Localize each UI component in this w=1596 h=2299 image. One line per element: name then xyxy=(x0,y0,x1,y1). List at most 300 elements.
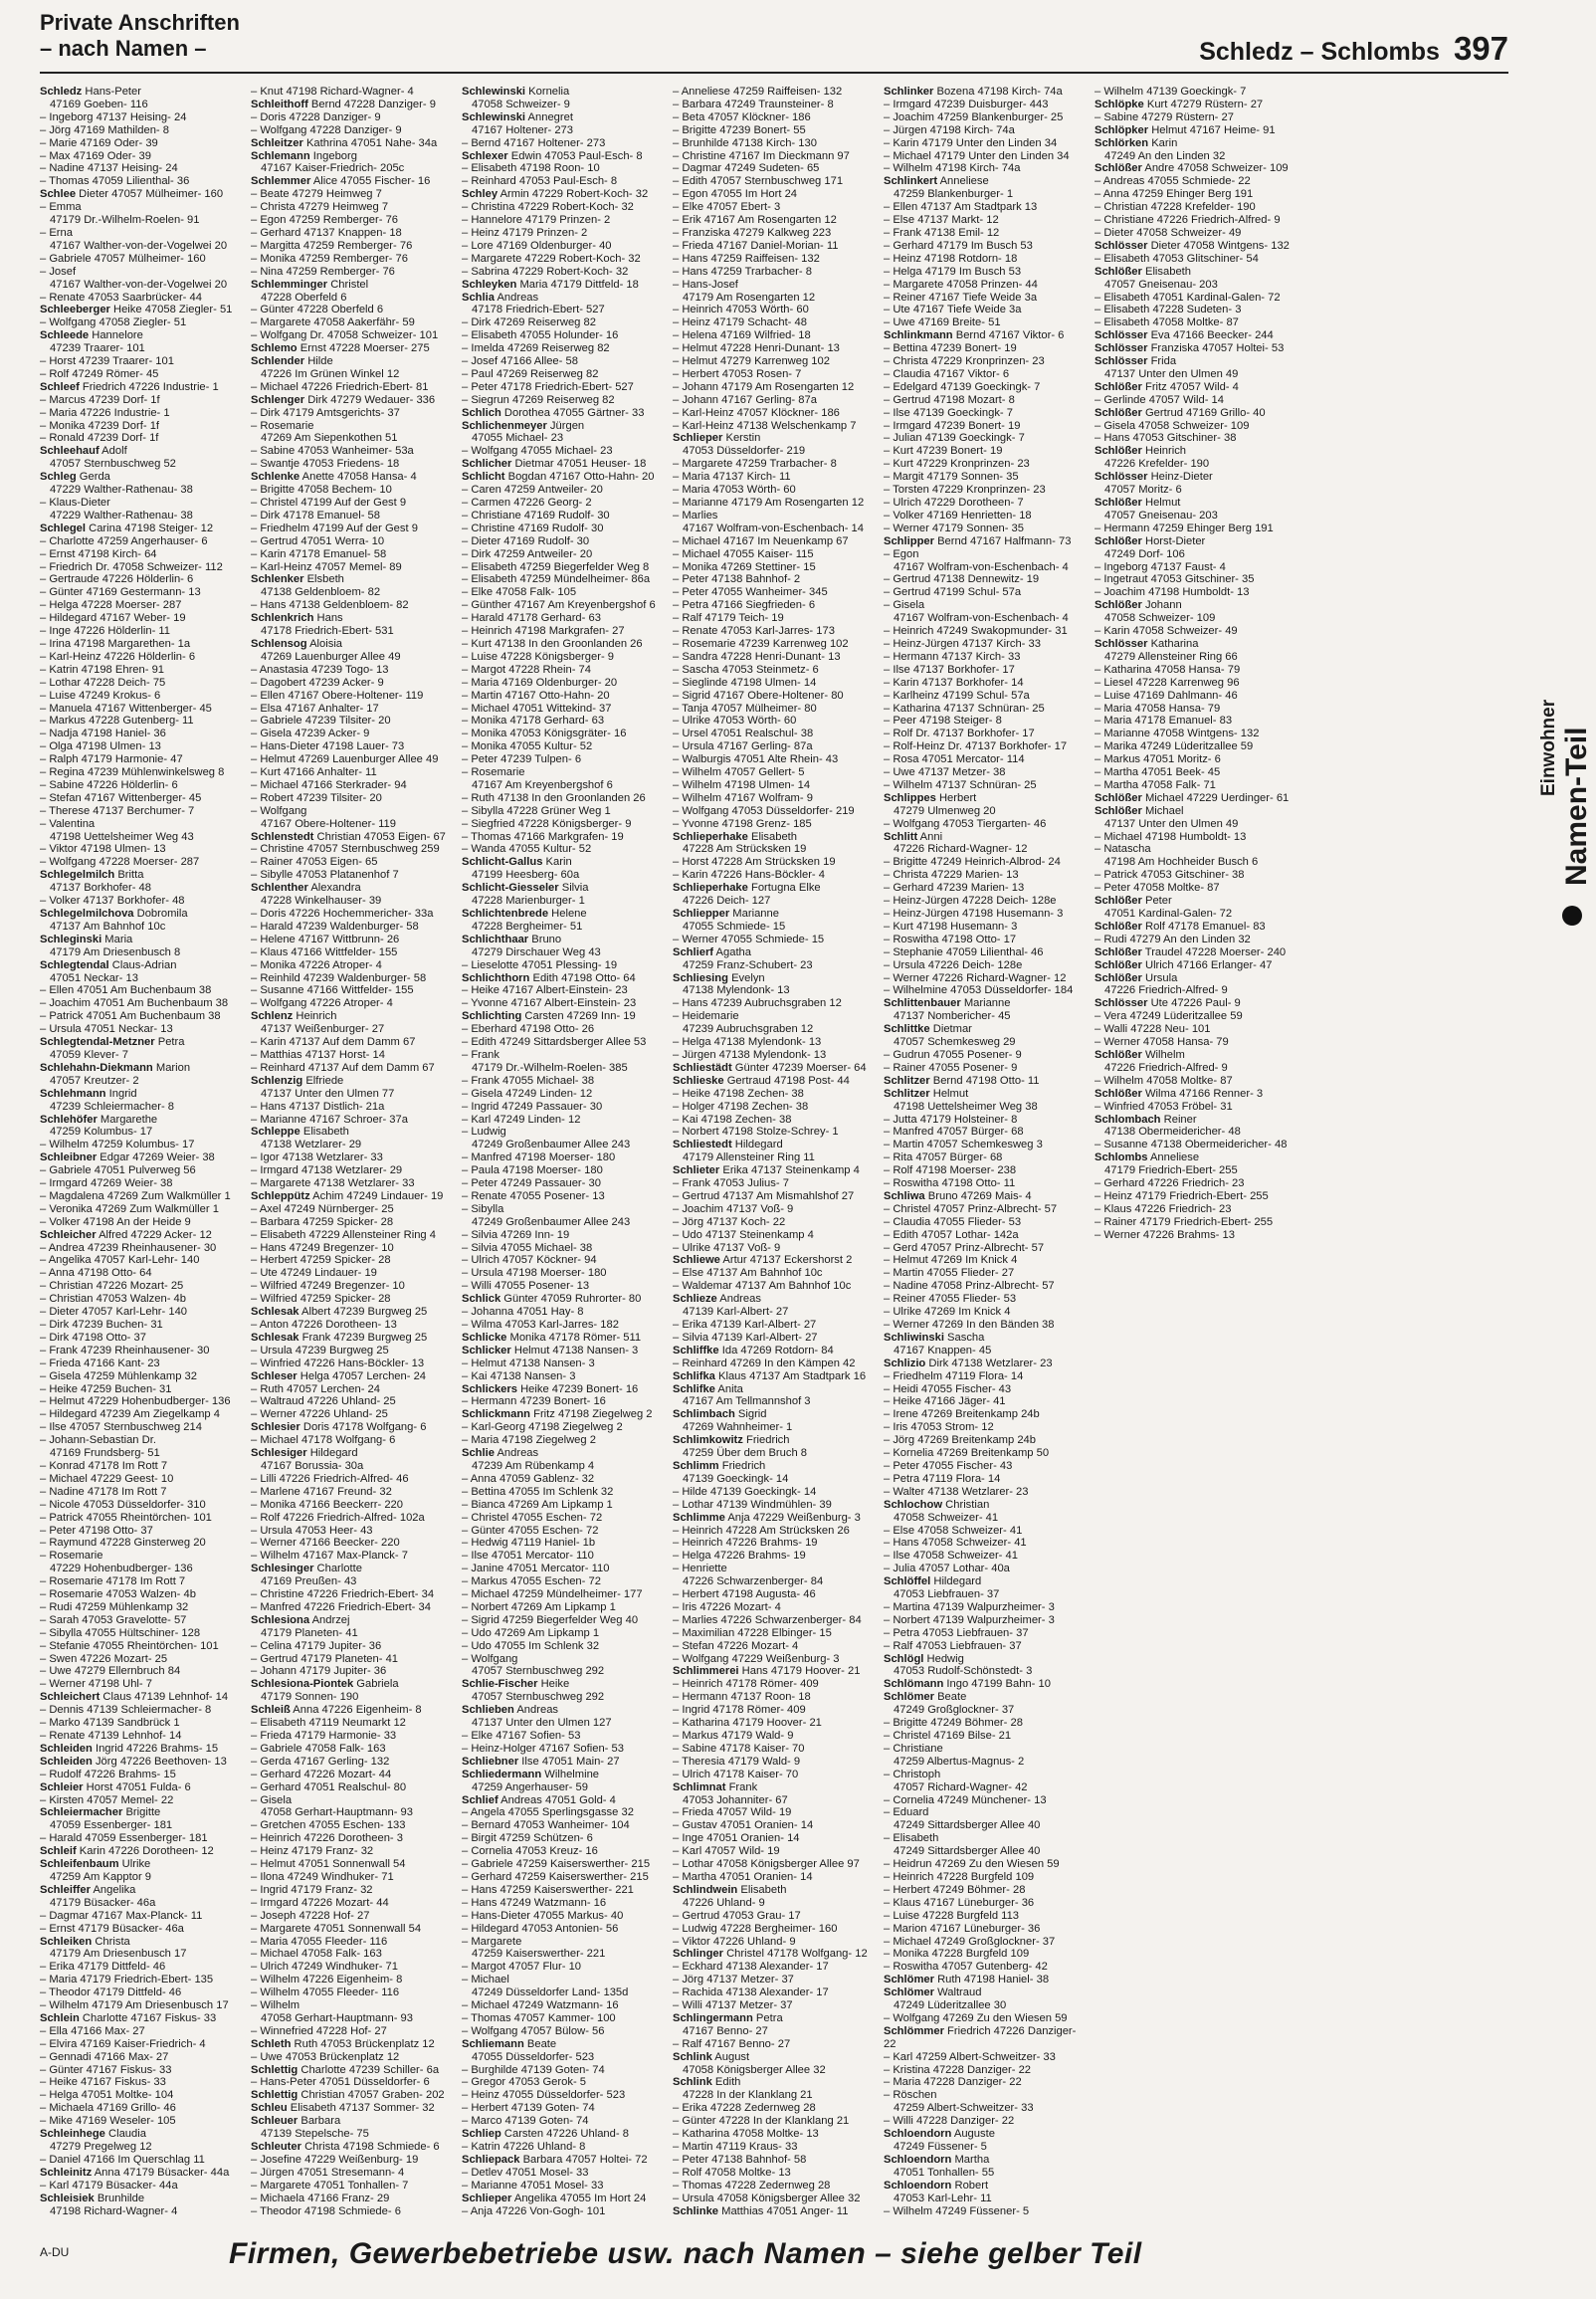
directory-entry: – Wilhelm 47249 Füssener- 5 xyxy=(884,2204,1030,2217)
directory-entry: – Katharina 47058 Hansa- 79 xyxy=(1095,663,1241,676)
directory-entry: Schlöpker Helmut 47167 Heime- 91 xyxy=(1095,123,1276,136)
directory-entry: – Swantje 47053 Friedens- 18 xyxy=(251,458,400,471)
directory-entry: – Rolf-Heinz Dr. 47137 Borkhofer- 17 xyxy=(884,740,1068,753)
directory-entry: – Ilse 47139 Goeckingk- 7 xyxy=(884,406,1013,419)
directory-entry: – Edith 47057 Sternbuschweg 171 xyxy=(673,175,844,188)
directory-entry: – Herbert 47259 Spicker- 28 xyxy=(251,1254,391,1267)
directory-entry: 47259 Am Kapptor 9 xyxy=(50,1870,152,1883)
directory-entry: 47167 Wolfram-von-Eschenbach- 4 xyxy=(894,612,1069,625)
directory-entry: – Katharina 47179 Hoover- 21 xyxy=(673,1717,822,1730)
directory-entry: Schlößer Heinrich xyxy=(1095,445,1187,458)
directory-entry: – Hans 47053 Gitschiner- 38 xyxy=(1095,432,1237,445)
directory-entry: 47169 Preußen- 43 xyxy=(261,1575,357,1588)
directory-entry: – Stefan 47167 Wittenberger- 45 xyxy=(40,791,202,804)
directory-entry: Schlenzig Elfriede xyxy=(251,1074,344,1087)
directory-entry: – Wilhelm 47198 Ulmen- 14 xyxy=(673,778,811,791)
directory-entry: 47249 Dorf- 106 xyxy=(1104,547,1185,560)
directory-entry: Schlösser Eva 47166 Beecker- 244 xyxy=(1095,329,1274,342)
directory-entry: 47269 Wahnheimer- 1 xyxy=(683,1421,793,1434)
directory-entry: Schlößer Johann xyxy=(1095,599,1182,612)
directory-entry: – Birgit 47259 Schützen- 6 xyxy=(462,1832,593,1845)
directory-entry: Schlitzer Bernd 47198 Otto- 11 xyxy=(884,1074,1040,1087)
directory-entry: 47226 Schwarzenberger- 84 xyxy=(683,1575,824,1588)
directory-entry: – Raymund 47228 Ginsterweg 20 xyxy=(40,1537,206,1550)
directory-entry: Schlömer Waltraud xyxy=(884,1986,982,1999)
directory-entry: – Wolfgang 47055 Michael- 23 xyxy=(462,445,613,458)
directory-entry: – Susanne 47138 Obermeidericher- 48 xyxy=(1095,1139,1288,1151)
directory-entry: – Martin 47119 Kraus- 33 xyxy=(673,2141,798,2153)
directory-entry: Schlieske Gertraud 47198 Post- 44 xyxy=(673,1074,850,1087)
directory-entry: Schlemminger Christel xyxy=(251,278,369,291)
directory-entry: – Wilhelm 47139 Goeckingk- 7 xyxy=(1095,86,1247,98)
directory-entry: – Matthias 47137 Horst- 14 xyxy=(251,1048,385,1061)
directory-entry: – Wolfgang 47226 Atroper- 4 xyxy=(251,997,393,1010)
directory-entry: – Marion 47167 Lüneburger- 36 xyxy=(884,1922,1041,1935)
directory-entry: – Luise 47228 Königsberger- 9 xyxy=(462,650,615,663)
directory-entry: – Sascha 47053 Steinmetz- 6 xyxy=(673,663,819,676)
directory-entry: – Eduard xyxy=(884,1806,929,1819)
directory-entry: 47179 Dr.-Wilhelm-Roelen- 385 xyxy=(472,1061,628,1074)
directory-entry: 47138 Mylendonk- 13 xyxy=(683,984,790,997)
directory-entry: – Heinrich 47228 Burgfeld 109 xyxy=(884,1870,1035,1883)
directory-entry: – Martin 47055 Flieder- 27 xyxy=(884,1267,1015,1280)
directory-entry: Schleiß Anna 47226 Eigenheim- 8 xyxy=(251,1704,422,1717)
directory-entry: – Helmut 47228 Henri-Dunant- 13 xyxy=(673,342,840,355)
directory-entry: – Nadine 47058 Prinz-Albrecht- 57 xyxy=(884,1280,1055,1293)
directory-entry: – Christian 47053 Walzen- 4b xyxy=(40,1293,186,1306)
directory-entry: Schlinkmann Bernd 47167 Viktor- 6 xyxy=(884,329,1065,342)
directory-entry: – Barbara 47249 Traunsteiner- 8 xyxy=(673,98,834,110)
directory-entry: 47137 Borkhofer- 48 xyxy=(50,882,151,895)
directory-entry: – Andrea 47239 Rheinhausener- 30 xyxy=(40,1241,217,1254)
directory-entry: – Luise 47249 Krokus- 6 xyxy=(40,689,161,702)
directory-entry: – Gerhard 47226 Friedrich- 23 xyxy=(1095,1177,1245,1190)
directory-entry: Schleef Friedrich 47226 Industrie- 1 xyxy=(40,380,219,393)
directory-entry: 47239 Schleiermacher- 8 xyxy=(50,1100,174,1113)
directory-entry: 47058 Gerhart-Hauptmann- 93 xyxy=(261,1806,413,1819)
directory-entry: Schlimnat Frank xyxy=(673,1780,758,1793)
directory-entry: Schlemo Ernst 47228 Moerser- 275 xyxy=(251,342,430,355)
directory-entry: – Helmut 47138 Nansen- 3 xyxy=(462,1357,595,1369)
directory-entry: – Anja 47226 Von-Gogh- 101 xyxy=(462,2204,606,2217)
directory-entry: 47226 Deich- 127 xyxy=(683,895,771,908)
directory-entry: – Kristina 47228 Danziger- 22 xyxy=(884,2063,1032,2076)
directory-entry: – Rita 47057 Bürger- 68 xyxy=(884,1151,1003,1164)
directory-entry: – Ursula 47239 Burgweg 25 xyxy=(251,1344,389,1357)
directory-entry: Schliestedt Hildegard xyxy=(673,1139,783,1151)
page-header-range xyxy=(1199,30,1508,68)
directory-entry: 47269 Lauenburger Allee 49 xyxy=(261,650,401,663)
directory-entry: – Rosemarie xyxy=(251,419,314,432)
directory-entry: – Joseph 47228 Hof- 27 xyxy=(251,1909,370,1922)
directory-entry: Schlicht Bogdan 47167 Otto-Hahn- 20 xyxy=(462,471,655,484)
directory-entry: – Ute 47249 Lindauer- 19 xyxy=(251,1267,377,1280)
directory-entry: – Else 47137 Am Bahnhof 10c xyxy=(673,1267,823,1280)
directory-entry: – Wilhelm 47167 Wolfram- 9 xyxy=(673,791,813,804)
directory-entry: – Eckhard 47138 Alexander- 17 xyxy=(673,1961,829,1974)
directory-entry: – Heike 47259 Buchen- 31 xyxy=(40,1382,172,1395)
directory-entry: – Barbara 47259 Spicker- 28 xyxy=(251,1215,394,1228)
directory-entry: – Volker 47198 An der Heide 9 xyxy=(40,1215,191,1228)
directory-entry: – Elisabeth 47058 Moltke- 87 xyxy=(1095,316,1239,329)
directory-entry: – Karin 47137 Auf dem Damm 67 xyxy=(251,1036,416,1049)
directory-entry: Schloendorn Robert xyxy=(884,2179,989,2192)
directory-entry: – Sibylla 47228 Grüner Weg 1 xyxy=(462,804,611,817)
directory-entry: – Margarete 47051 Sonnenwall 54 xyxy=(251,1922,422,1935)
directory-entry: – Wolfgang 47269 Zu den Wiesen 59 xyxy=(884,2011,1068,2024)
directory-entry: Schlehahn-Diekmann Marion xyxy=(40,1061,191,1074)
directory-entry: – Margot 47057 Flur- 10 xyxy=(462,1961,582,1974)
directory-entry: 47259 Albert-Schweitzer- 33 xyxy=(894,2102,1034,2115)
directory-entry: – Ulrich 47057 Köckner- 94 xyxy=(462,1254,597,1267)
directory-entry: 47279 Dirschauer Weg 43 xyxy=(472,945,601,958)
directory-entry: Schlickers Heike 47239 Bonert- 16 xyxy=(462,1382,639,1395)
directory-entry: – Paul 47269 Reiserweg 82 xyxy=(462,367,599,380)
directory-entry: – Doris 47228 Danziger- 9 xyxy=(251,110,381,123)
directory-entry: – Gisela 47259 Mühlenkamp 32 xyxy=(40,1369,197,1382)
directory-entry: – Irmgard 47226 Mozart- 44 xyxy=(251,1896,389,1909)
directory-entry: – Janine 47051 Mercator- 110 xyxy=(462,1563,610,1575)
directory-entry: Schlinkert Anneliese xyxy=(884,175,989,188)
directory-entry: – Wilhelm 47198 Kirch- 74a xyxy=(884,162,1021,175)
directory-entry: Schlichthorn Edith 47198 Otto- 64 xyxy=(462,971,636,984)
directory-entry: 47137 Unter den Ulmen 49 xyxy=(1104,367,1239,380)
directory-entry: – Valentina xyxy=(40,817,96,830)
directory-entry: Schlösser Frida xyxy=(1095,355,1177,368)
directory-entry: – Viktor 47226 Uhland- 9 xyxy=(673,1935,796,1948)
directory-entry: 47167 Walther-von-der-Vogelwei 20 xyxy=(50,239,228,252)
directory-entry: – Christiane 47226 Friedrich-Alfred- 9 xyxy=(1095,214,1281,227)
directory-entry: 47229 Walther-Rathenau- 38 xyxy=(50,484,193,497)
directory-entry: – Lothar 47058 Königsberger Allee 97 xyxy=(673,1858,860,1871)
directory-entry: – Ulrich 47249 Windhuker- 71 xyxy=(251,1961,398,1974)
directory-entry: – Brunhilde 47138 Kirch- 130 xyxy=(673,136,817,149)
directory-entry: – Rosa 47051 Mercator- 114 xyxy=(884,753,1025,766)
directory-entry: Schlizio Dirk 47138 Wetzlarer- 23 xyxy=(884,1357,1053,1369)
directory-entry: – Wilfried 47249 Bregenzer- 10 xyxy=(251,1280,405,1293)
directory-entry: – Ursula 47167 Gerling- 87a xyxy=(673,740,813,753)
directory-entry: – Emma xyxy=(40,201,82,214)
directory-entry: – Marianne 47167 Schroer- 37a xyxy=(251,1113,408,1126)
directory-entry: – Winnefried 47228 Hof- 27 xyxy=(251,2024,387,2037)
directory-entry: – Dieter 47057 Karl-Lehr- 140 xyxy=(40,1306,188,1319)
directory-entry: 47269 Am Siepenkothen 51 xyxy=(261,432,398,445)
directory-entry: – Gabriele 47259 Kaiserswerther- 215 xyxy=(462,1858,651,1871)
directory-entry: – Nadja 47198 Haniel- 36 xyxy=(40,728,166,740)
directory-entry: Schleisiek Brunhilde xyxy=(40,2192,145,2204)
directory-entry: – Karin 47058 Schweizer- 49 xyxy=(1095,625,1238,638)
directory-entry: – Gerd 47057 Prinz-Albrecht- 57 xyxy=(884,1241,1045,1254)
directory-entry: – Elke 47057 Ebert- 3 xyxy=(673,201,781,214)
directory-entry: – Werner 47226 Richard-Wagner- 12 xyxy=(884,971,1067,984)
directory-entry: 47179 Planeten- 41 xyxy=(261,1626,358,1639)
directory-entry: – Peter 47249 Passauer- 30 xyxy=(462,1177,601,1190)
directory-entry: – Stefan 47226 Mozart- 4 xyxy=(673,1639,799,1652)
directory-entry: – Maria 47226 Industrie- 1 xyxy=(40,406,170,419)
directory-entry: 47051 Neckar- 13 xyxy=(50,971,138,984)
directory-entry: – Werner 47179 Sonnen- 35 xyxy=(884,522,1024,534)
directory-entry: – Wilhelm 47057 Gellert- 5 xyxy=(673,766,805,779)
directory-entry: Schlitt Anni xyxy=(884,830,943,843)
directory-entry: – Ralf 47053 Liebfrauen- 37 xyxy=(884,1639,1022,1652)
directory-entry: – Roswitha 47057 Gutenberg- 42 xyxy=(884,1961,1048,1974)
directory-entry: – Heinz-Jürgen 47198 Husemann- 3 xyxy=(884,908,1064,920)
directory-entry: Schleginski Maria xyxy=(40,933,133,945)
directory-entry: 47279 Pregelweg 12 xyxy=(50,2141,152,2153)
directory-entry: – Jörg 47137 Metzer- 37 xyxy=(673,1974,794,1986)
directory-entry: – Wilhelm 47055 Fleeder- 116 xyxy=(251,1986,400,1999)
directory-entry: – Michael 47058 Falk- 163 xyxy=(251,1948,382,1961)
directory-entry: Schlesinger Charlotte xyxy=(251,1563,362,1575)
directory-entry: Schlömann Ingo 47199 Bahn- 10 xyxy=(884,1678,1051,1691)
directory-entry: – Michael 47259 Mündelheimer- 177 xyxy=(462,1588,643,1601)
directory-entry: Schlich Dorothea 47055 Gärtner- 33 xyxy=(462,406,645,419)
directory-entry: – Jürgen 47051 Stresemann- 4 xyxy=(251,2166,405,2179)
directory-entry: 47239 Am Rübenkamp 4 xyxy=(472,1459,595,1472)
directory-entry: 47228 Am Strücksken 19 xyxy=(683,843,807,856)
directory-entry: – Wilhelm 47058 Moltke- 87 xyxy=(1095,1074,1233,1087)
directory-entry: – Lieselotte 47051 Plessing- 19 xyxy=(462,958,618,971)
directory-entry: – Rosemarie xyxy=(40,1550,103,1563)
directory-entry: – Elke 47058 Falk- 105 xyxy=(462,586,577,599)
directory-entry: Schleiken Christa xyxy=(40,1935,130,1948)
directory-entry: 47137 Unter den Ulmen 49 xyxy=(1104,817,1239,830)
directory-entry: – Maria 47179 Friedrich-Ebert- 135 xyxy=(40,1974,214,1986)
directory-entry: Schlößer Horst-Dieter xyxy=(1095,534,1206,547)
directory-entry: – Elisabeth 47051 Kardinal-Galen- 72 xyxy=(1095,291,1281,304)
directory-entry: Schlösser Ute 47226 Paul- 9 xyxy=(1095,997,1241,1010)
directory-entry: – Heinz-Jürgen 47228 Deich- 128e xyxy=(884,895,1057,908)
directory-entry: Schlömmer Friedrich 47226 Danziger- 22 xyxy=(884,2024,1077,2050)
directory-entry: – Ernst 47179 Büsacker- 46a xyxy=(40,1922,184,1935)
directory-entry: Schlichtenbrede Helene xyxy=(462,908,587,920)
directory-entry: – Werner 47166 Beecker- 220 xyxy=(251,1537,400,1550)
directory-entry: 47239 Traarer- 101 xyxy=(50,342,145,355)
directory-entry: – Christine 47169 Rudolf- 30 xyxy=(462,522,604,534)
directory-entry: 47228 Oberfeld 6 xyxy=(261,291,347,304)
directory-entry: – Jörg 47169 Mathilden- 8 xyxy=(40,123,169,136)
directory-entry: 47179 Am Driesenbusch 17 xyxy=(50,1948,187,1961)
directory-entry: Schlösser Franziska 47057 Holtei- 53 xyxy=(1095,342,1285,355)
directory-entry: 47138 Wetzlarer- 29 xyxy=(261,1139,362,1151)
directory-entry: – Ralf 47167 Benno- 27 xyxy=(673,2037,791,2050)
directory-entry: Schlee Dieter 47057 Mülheimer- 160 xyxy=(40,188,224,201)
directory-entry: – Anna 47259 Ehinger Berg 191 xyxy=(1095,188,1254,201)
directory-entry: 47199 Heesberg- 60a xyxy=(472,869,580,882)
directory-entry: – Heinz-Jürgen 47137 Kirch- 33 xyxy=(884,637,1041,650)
directory-entry: – Ursel 47051 Realschul- 38 xyxy=(673,728,814,740)
directory-entry: – Ingetraut 47053 Gitschiner- 35 xyxy=(1095,573,1255,586)
directory-entry: – Rachida 47138 Alexander- 17 xyxy=(673,1986,829,1999)
directory-entry: Schleicher Alfred 47229 Acker- 12 xyxy=(40,1228,212,1241)
directory-entry: – Heinz 47179 Franz- 32 xyxy=(251,1845,374,1858)
directory-entry: – Dagmar 47249 Sudeten- 65 xyxy=(673,162,820,175)
directory-entry: – Rolf 47198 Moerser- 238 xyxy=(884,1164,1017,1177)
directory-entry: Schlegel Carina 47198 Steiger- 12 xyxy=(40,522,214,534)
directory-entry: – Heinz 47055 Düsseldorfer- 523 xyxy=(462,2089,626,2102)
directory-entry: – Heinz-Holger 47167 Sofien- 53 xyxy=(462,1742,624,1755)
directory-entry: 47249 Großenbaumer Allee 243 xyxy=(472,1139,631,1151)
directory-entry: Schleede Hannelore xyxy=(40,329,143,342)
directory-entry: – Gisela 47249 Linden- 12 xyxy=(462,1087,593,1100)
directory-entry: – Jutta 47179 Holsteiner- 8 xyxy=(884,1113,1018,1126)
section-title-line1: Private Anschriften xyxy=(40,10,240,35)
directory-entry: Schlenker Elsbeth xyxy=(251,573,344,586)
directory-entry: – Christel 47169 Bilse- 21 xyxy=(884,1730,1012,1742)
directory-entry: – Christiane xyxy=(884,1742,943,1755)
directory-entry: – Peter 47239 Tulpen- 6 xyxy=(462,753,582,766)
directory-entry: – Dieter 47169 Rudolf- 30 xyxy=(462,534,590,547)
directory-entry: Schley Armin 47229 Robert-Koch- 32 xyxy=(462,188,649,201)
directory-entry: Schleibner Edgar 47269 Weier- 38 xyxy=(40,1151,215,1164)
directory-entry: 47137 Unter den Ulmen 127 xyxy=(472,1717,612,1730)
directory-entry: – Bettina 47055 Im Schlenk 32 xyxy=(462,1485,614,1498)
directory-entry: – Elisabeth 47198 Roon- 10 xyxy=(462,162,600,175)
directory-entry: Schlemann Ingeborg xyxy=(251,149,357,162)
directory-entry: – Gustav 47051 Oranien- 14 xyxy=(673,1819,814,1832)
directory-entry: Schlief Andreas 47051 Gold- 4 xyxy=(462,1793,616,1806)
directory-entry: – Hildegard 47239 Am Ziegelkamp 4 xyxy=(40,1408,220,1421)
directory-entry: Schlieze Andreas xyxy=(673,1293,761,1306)
directory-entry: – Rainer 47053 Eigen- 65 xyxy=(251,856,378,869)
directory-entry: – Gregor 47053 Gerok- 5 xyxy=(462,2076,586,2089)
directory-entry: 47167 Walther-von-der-Vogelwei 20 xyxy=(50,278,228,291)
directory-entry: – Karl-Heinz 47226 Hölderlin- 6 xyxy=(40,650,196,663)
directory-entry: – Gerhard 47239 Marien- 13 xyxy=(884,882,1025,895)
directory-entry: Schleuer Barbara xyxy=(251,2115,341,2128)
directory-entry: Schlenther Alexandra xyxy=(251,882,361,895)
directory-entry: 47057 Gneisenau- 203 xyxy=(1104,509,1218,522)
directory-entry: – Wolfgang 47058 Ziegler- 51 xyxy=(40,316,187,329)
directory-entry: 47229 Hohenbudberger- 136 xyxy=(50,1563,193,1575)
directory-entry: – Christiane 47169 Rudolf- 30 xyxy=(462,509,610,522)
directory-entry: – Helmut 47279 Karrenweg 102 xyxy=(673,355,830,368)
directory-entry: – Ilse 47057 Sternbuschweg 214 xyxy=(40,1421,202,1434)
directory-entry: – Marco 47139 Goten- 74 xyxy=(462,2115,589,2128)
directory-entry: 47226 Friedrich-Alfred- 9 xyxy=(1104,1061,1228,1074)
directory-entry: – Michael 47178 Wolfgang- 6 xyxy=(251,1434,396,1447)
directory-entry: Schlensog Aloisia xyxy=(251,637,343,650)
directory-entry: Schlegelmilchova Dobromila xyxy=(40,908,188,920)
directory-entry: – Kornelia 47269 Breitenkamp 50 xyxy=(884,1447,1050,1460)
directory-entry: – Wolfgang Dr. 47058 Schweizer- 101 xyxy=(251,329,439,342)
directory-entry: Schlewinski Kornelia xyxy=(462,86,570,98)
directory-entry: Schlieper Kerstin xyxy=(673,432,761,445)
directory-entry: – Brigitte 47058 Bechem- 10 xyxy=(251,484,392,497)
directory-entry: Schlieperhake Fortugna Elke xyxy=(673,882,821,895)
directory-entry: – Michael 47179 Unter den Linden 34 xyxy=(884,149,1070,162)
directory-entry: Schlink Edith xyxy=(673,2076,741,2089)
directory-entry: Schlößer Michael xyxy=(1095,804,1184,817)
directory-entry: Schlimm Friedrich xyxy=(673,1459,766,1472)
directory-entry: – Reinhard 47269 In den Kämpen 42 xyxy=(673,1357,856,1369)
directory-entry: – Günter 47228 In der Klanklang 21 xyxy=(673,2115,850,2128)
directory-entry: – Anna 47059 Gablenz- 32 xyxy=(462,1472,595,1485)
directory-entry: – Helga 47228 Moerser- 287 xyxy=(40,599,182,612)
directory-entry: Schleier Horst 47051 Fulda- 6 xyxy=(40,1780,191,1793)
directory-entry: – Gertrud 47179 Planeten- 41 xyxy=(251,1652,399,1665)
directory-entry: – Sigrid 47259 Biegerfelder Weg 40 xyxy=(462,1613,639,1626)
directory-entry: 47051 Kardinal-Galen- 72 xyxy=(1104,908,1233,920)
directory-entry: – Frieda 47179 Harmonie- 33 xyxy=(251,1730,397,1742)
directory-entry: 47138 Geldenbloem- 82 xyxy=(261,586,381,599)
directory-entry: – Katharina 47137 Schnüran- 25 xyxy=(884,702,1045,715)
directory-entry: 47179 Am Rosengarten 12 xyxy=(683,291,816,304)
directory-entry: – Hilde 47139 Goeckingk- 14 xyxy=(673,1485,817,1498)
directory-entry: 47059 Klever- 7 xyxy=(50,1048,128,1061)
directory-entry: – Hildegard 47167 Weber- 19 xyxy=(40,612,186,625)
directory-entry: 47179 Sonnen- 190 xyxy=(261,1691,359,1704)
directory-entry: Schlinke Matthias 47051 Anger- 11 xyxy=(673,2204,849,2217)
directory-entry: Schlieperhake Elisabeth xyxy=(673,830,798,843)
directory-entry: – Gertrud 47199 Schul- 57a xyxy=(884,586,1022,599)
directory-entry: Schleppütz Achim 47249 Lindauer- 19 xyxy=(251,1189,444,1202)
directory-entry: Schliesing Evelyn xyxy=(673,971,765,984)
directory-entry: – Julian 47139 Goeckingk- 7 xyxy=(884,432,1025,445)
directory-entry: 47055 Michael- 23 xyxy=(472,432,564,445)
directory-entry: – Gertrud 47137 Am Mismahlshof 27 xyxy=(673,1189,855,1202)
directory-entry: 47059 Essenberger- 181 xyxy=(50,1819,173,1832)
directory-entry: – Igor 47138 Wetzlarer- 33 xyxy=(251,1151,383,1164)
directory-entry: – Wilfried 47259 Spicker- 28 xyxy=(251,1293,391,1306)
directory-entry: – Cornelia 47249 Münchener- 13 xyxy=(884,1793,1047,1806)
header-divider xyxy=(40,72,1508,74)
directory-entry: – Johann-Sebastian Dr. xyxy=(40,1434,156,1447)
directory-entry: – Margarete 47058 Prinzen- 44 xyxy=(884,278,1038,291)
directory-entry: – Peter 47138 Bahnhof- 2 xyxy=(673,573,801,586)
directory-entry: – Yvonne 47167 Albert-Einstein- 23 xyxy=(462,997,637,1010)
directory-entry: – Karin 47179 Unter den Linden 34 xyxy=(884,136,1058,149)
directory-entry: Schlesiona-Piontek Gabriela xyxy=(251,1678,399,1691)
directory-entry: – Margarete xyxy=(462,1935,522,1948)
directory-entry: – Monika 47166 Beeckerr- 220 xyxy=(251,1498,403,1511)
directory-entry: Schlinger Christel 47178 Wolfgang- 12 xyxy=(673,1948,868,1961)
directory-entry: 47259 Über dem Bruch 8 xyxy=(683,1447,808,1460)
directory-entry: Schleeberger Heike 47058 Ziegler- 51 xyxy=(40,304,233,316)
directory-entry: – Julia 47057 Lothar- 40a xyxy=(884,1563,1010,1575)
directory-entry: – Friedrich Dr. 47058 Schweizer- 112 xyxy=(40,560,223,573)
directory-entry: Schlimkowitz Friedrich xyxy=(673,1434,790,1447)
directory-entry: – Heinrich 47226 Brahms- 19 xyxy=(673,1537,818,1550)
directory-entry: – Hermann 47239 Bonert- 16 xyxy=(462,1395,606,1408)
directory-entry: – Ursula 47198 Moerser- 180 xyxy=(462,1267,607,1280)
directory-entry: 47055 Düsseldorfer- 523 xyxy=(472,2050,595,2063)
directory-entry: – Roswitha 47198 Otto- 17 xyxy=(884,933,1017,945)
directory-entry: – Rosemarie 47239 Karrenweg 102 xyxy=(673,637,849,650)
directory-entry: – Elisabeth 47055 Holunder- 16 xyxy=(462,329,619,342)
directory-entry: – Torsten 47229 Kronprinzen- 23 xyxy=(884,484,1046,497)
directory-entry: – Mike 47169 Weseler- 105 xyxy=(40,2115,176,2128)
directory-entry: – Margarete 47229 Robert-Koch- 32 xyxy=(462,252,641,265)
directory-entry: – Joachim 47198 Humboldt- 13 xyxy=(1095,586,1250,599)
directory-entry: – Heidrun 47269 Zu den Wiesen 59 xyxy=(884,1858,1060,1871)
directory-entry: – Kurt 47198 Husemann- 3 xyxy=(884,920,1018,933)
directory-entry: – Ludwig 47228 Bergheimer- 160 xyxy=(673,1922,838,1935)
directory-entry: 47249 Großglockner- 37 xyxy=(894,1704,1015,1717)
directory-entry: – Frank xyxy=(462,1048,499,1061)
directory-entry: – Ulrich 47178 Kaiser- 70 xyxy=(673,1768,799,1780)
directory-entry: Schlicke Monika 47178 Römer- 511 xyxy=(462,1331,642,1344)
directory-entry: – Heike 47198 Zechen- 38 xyxy=(673,1087,804,1100)
directory-entry: – Gerda 47167 Gerling- 132 xyxy=(251,1755,390,1768)
directory-entry: Schliepack Barbara 47057 Holtei- 72 xyxy=(462,2153,648,2166)
directory-entry: – Kirsten 47057 Memel- 22 xyxy=(40,1793,174,1806)
directory-entry: Schlößer Wilma 47166 Renner- 3 xyxy=(1095,1087,1264,1100)
directory-entry: Schledz Hans-Peter xyxy=(40,86,141,98)
directory-entry: – Sibylla 47055 Hültschiner- 128 xyxy=(40,1626,201,1639)
directory-entry: Schlenkrich Hans xyxy=(251,612,343,625)
directory-entry: – Anastasia 47239 Togo- 13 xyxy=(251,663,389,676)
